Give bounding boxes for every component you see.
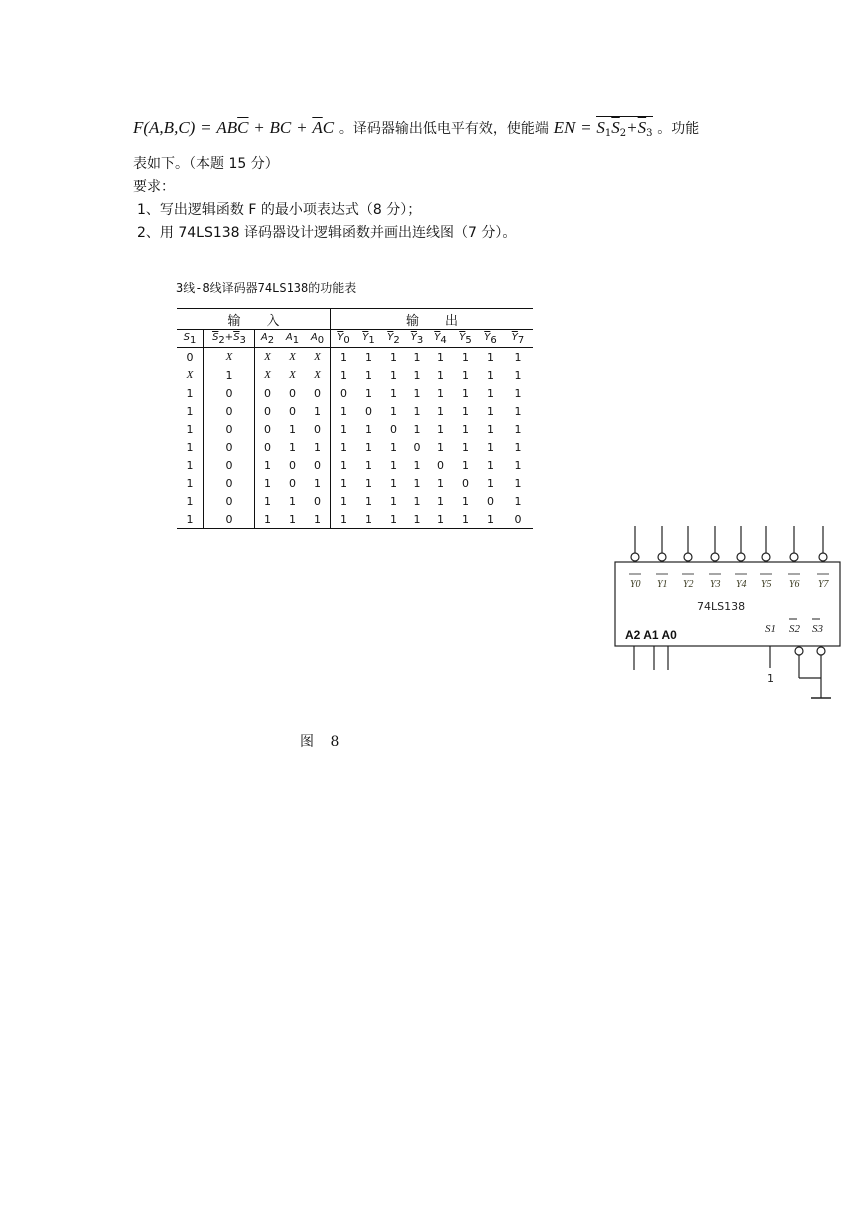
table-cell: 1 <box>413 494 421 508</box>
output-pin-bubble <box>737 553 745 561</box>
table-cell: 1 <box>462 386 469 400</box>
table-row <box>177 384 533 402</box>
table-cell: 1 <box>390 368 397 382</box>
table-row <box>177 438 533 456</box>
table-cell: 1 <box>177 456 204 474</box>
table-cell: 1 <box>462 422 469 436</box>
table-cell: 1 <box>204 366 255 384</box>
table-title: 3线-8线译码器74LS138的功能表 <box>176 281 357 295</box>
term-c-bar: $\overline{C}$ <box>237 118 249 137</box>
col-y0: $\overline{Y}0$ <box>331 330 357 348</box>
table-cell: 1 <box>177 384 204 402</box>
table-cell: 1 <box>177 510 204 529</box>
output-pin-label: Y1 <box>657 579 668 590</box>
table-cell: 1 <box>365 440 372 454</box>
table-cell: 1 <box>478 510 503 529</box>
table-cell: 1 <box>487 386 494 400</box>
table-cell: X <box>264 351 271 363</box>
output-pin-label: Y2 <box>683 579 694 590</box>
output-pin-label: Y4 <box>736 579 747 590</box>
table-cell: 0 <box>264 386 271 400</box>
table-cell: 0 <box>413 440 421 454</box>
table-cell: 0 <box>204 402 255 420</box>
output-pin-labels <box>629 574 830 590</box>
address-inputs-label: A2 A1 A0 <box>625 628 677 642</box>
table-cell: 0 <box>289 404 296 418</box>
table-cell: 1 <box>406 510 428 529</box>
col-y5: $\overline{Y}5$ <box>453 330 478 348</box>
output-pin-label: Y3 <box>710 579 721 590</box>
table-row <box>177 492 533 510</box>
table-cell: 1 <box>340 458 347 472</box>
output-pin-bubble <box>819 553 827 561</box>
equals-sign: = <box>200 118 212 137</box>
output-pin-bubble <box>658 553 666 561</box>
table-group-header <box>177 309 533 330</box>
table-cell: 1 <box>340 368 347 382</box>
table-cell: 1 <box>305 402 331 420</box>
table-cell: 1 <box>487 404 494 418</box>
table-cell: 0 <box>340 386 347 400</box>
s3-pin-label: S3 <box>812 623 823 635</box>
table-cell: 0 <box>204 420 255 438</box>
table-row <box>177 474 533 492</box>
table-cell: 1 <box>264 476 271 490</box>
table-cell: 0 <box>204 384 255 402</box>
col-y4: $\overline{Y}4$ <box>428 330 453 348</box>
s2-subscript: 2 <box>619 128 627 139</box>
table-row <box>177 348 533 367</box>
table-cell: 1 <box>487 368 494 382</box>
formula-text: 。译码器输出低电平有效，使能端 <box>338 121 549 137</box>
table-cell: 1 <box>413 350 421 364</box>
equals-sign: = <box>580 118 592 137</box>
table-cell: 1 <box>289 440 296 454</box>
output-header: 输 出 <box>331 309 534 330</box>
table-cell: 1 <box>514 350 522 364</box>
table-cell: 1 <box>487 476 494 490</box>
table-cell: 0 <box>264 404 271 418</box>
table-cell: X <box>177 366 204 384</box>
col-y6: $\overline{Y}6$ <box>478 330 503 348</box>
table-cell: X <box>305 366 331 384</box>
s3-subscript: 3 <box>646 128 653 139</box>
table-cell: X <box>204 348 255 367</box>
decoder-chip-diagram <box>605 522 845 704</box>
table-cell: 0 <box>289 386 296 400</box>
table-cell: 1 <box>264 458 271 472</box>
table-cell: 1 <box>340 350 347 364</box>
table-cell: X <box>305 348 331 367</box>
plus-sign: + <box>296 118 308 137</box>
table-cell: 1 <box>413 404 421 418</box>
table-cell: 1 <box>390 476 397 490</box>
table-cell: 1 <box>462 404 469 418</box>
table-cell: 1 <box>289 422 296 436</box>
col-a0: A0 <box>305 330 331 348</box>
table-cell: 1 <box>413 422 421 436</box>
s3-symbol: $\overline{S}$ <box>637 118 647 137</box>
table-cell: 1 <box>514 440 522 454</box>
plus-sign: + <box>253 118 265 137</box>
table-cell: 0 <box>177 348 204 367</box>
table-cell: 0 <box>305 492 331 510</box>
table-cell: 1 <box>437 386 444 400</box>
table-cell: 0 <box>437 458 444 472</box>
table-cell: 1 <box>437 440 444 454</box>
table-cell: 1 <box>365 476 372 490</box>
table-cell: 1 <box>365 422 372 436</box>
table-column-header <box>177 330 533 348</box>
table-cell: 1 <box>413 386 421 400</box>
requirement-item-2: 2、用 74LS138 译码器设计逻辑函数并画出连线图（7 分）。 <box>137 225 517 241</box>
table-cell: 1 <box>514 422 522 436</box>
table-cell: 1 <box>390 458 397 472</box>
table-cell: 1 <box>437 368 444 382</box>
table-cell: 1 <box>487 440 494 454</box>
table-cell: 1 <box>177 402 204 420</box>
table-cell: 1 <box>462 350 469 364</box>
output-pin-label: Y6 <box>789 579 800 590</box>
table-cell: 1 <box>514 494 522 508</box>
table-cell: 0 <box>305 456 331 474</box>
table-cell: 1 <box>462 368 469 382</box>
table-body <box>177 348 533 529</box>
table-cell: 1 <box>390 386 397 400</box>
table-cell: 1 <box>177 474 204 492</box>
table-cell: 1 <box>255 510 281 529</box>
table-cell: 1 <box>390 440 397 454</box>
table-cell: 1 <box>514 476 522 490</box>
output-pin-bubble <box>762 553 770 561</box>
col-y7: $\overline{Y}7$ <box>503 330 533 348</box>
table-cell: 1 <box>177 420 204 438</box>
function-lhs: F(A,B,C) <box>133 118 196 137</box>
s2-pin-label: S2 <box>789 623 800 635</box>
table-cell: 1 <box>365 350 372 364</box>
table-cell: 1 <box>331 510 357 529</box>
table-cell: 1 <box>462 458 469 472</box>
table-cell: 0 <box>365 404 372 418</box>
output-pin-bubble <box>711 553 719 561</box>
table-cell: 1 <box>264 494 271 508</box>
table-cell: 1 <box>437 422 444 436</box>
table-row <box>177 456 533 474</box>
table-cell: 1 <box>514 404 522 418</box>
table-cell: 0 <box>289 458 296 472</box>
table-cell: X <box>289 369 296 381</box>
figure-label: 图 8 <box>300 734 346 750</box>
table-cell: 1 <box>365 386 372 400</box>
col-a2: A2 <box>255 330 281 348</box>
table-cell: 1 <box>437 476 444 490</box>
chip-name: 74LS138 <box>697 600 746 613</box>
table-cell: 1 <box>487 458 494 472</box>
col-y3: $\overline{Y}3$ <box>406 330 428 348</box>
table-row <box>177 402 533 420</box>
table-cell: 0 <box>289 476 296 490</box>
table-cell: 0 <box>204 474 255 492</box>
table-cell: 1 <box>487 422 494 436</box>
table-cell: 1 <box>413 476 421 490</box>
s3-bubble <box>817 647 825 655</box>
table-cell: 1 <box>340 440 347 454</box>
table-cell: 1 <box>390 404 397 418</box>
col-y1: $\overline{Y}1$ <box>356 330 381 348</box>
table-cell: 1 <box>413 458 421 472</box>
table-cell: 1 <box>177 438 204 456</box>
score-note: 表如下。（本题 15 分） <box>133 156 279 172</box>
s1-symbol: S <box>596 118 605 137</box>
table-cell: 1 <box>289 494 296 508</box>
requirements-label: 要求： <box>133 179 175 195</box>
output-pin-bubble <box>790 553 798 561</box>
formula-text-end: 。功能 <box>657 121 700 137</box>
table-cell: 0 <box>264 422 271 436</box>
table-cell: 0 <box>305 420 331 438</box>
output-pin-bubble <box>684 553 692 561</box>
table-cell: 1 <box>514 458 522 472</box>
plus-sign: + <box>626 118 638 137</box>
s1-pin-label: S1 <box>765 623 776 635</box>
table-row <box>177 510 533 529</box>
output-pins <box>631 526 827 561</box>
table-cell: 0 <box>305 384 331 402</box>
requirement-item-1: 1、写出逻辑函数 F 的最小项表达式（8 分）； <box>137 202 422 218</box>
table-cell: 1 <box>487 350 494 364</box>
table-cell: 1 <box>340 404 347 418</box>
table-cell: 1 <box>365 368 372 382</box>
table-cell: 0 <box>204 456 255 474</box>
table-row <box>177 420 533 438</box>
col-a1: A1 <box>280 330 305 348</box>
output-pin-label: Y0 <box>630 579 641 590</box>
table-cell: 1 <box>280 510 305 529</box>
table-cell: 0 <box>204 492 255 510</box>
s1-subscript: 1 <box>604 128 612 139</box>
table-cell: 0 <box>264 440 271 454</box>
s2-symbol: $\overline{S}$ <box>611 118 620 137</box>
table-cell: 1 <box>437 494 444 508</box>
function-table <box>177 308 533 529</box>
table-cell: 0 <box>204 510 255 529</box>
table-cell: 1 <box>340 494 347 508</box>
table-cell: 0 <box>503 510 533 529</box>
col-s1: S1 <box>177 330 204 348</box>
table-cell: 0 <box>487 494 494 508</box>
table-cell: 1 <box>437 350 444 364</box>
enable-label: EN <box>553 118 576 137</box>
col-y2: $\overline{Y}2$ <box>381 330 406 348</box>
table-cell: 1 <box>428 510 453 529</box>
table-cell: 0 <box>390 422 397 436</box>
table-cell: 1 <box>462 494 469 508</box>
table-cell: X <box>289 351 296 363</box>
output-pin-label: Y7 <box>818 579 829 590</box>
problem-formula-line <box>133 116 699 139</box>
term-c: C <box>322 118 335 137</box>
table-cell: 1 <box>305 438 331 456</box>
table-cell: 1 <box>462 440 469 454</box>
enable-expression <box>596 116 652 139</box>
table-cell: 1 <box>305 474 331 492</box>
table-cell: 1 <box>514 386 522 400</box>
table-row <box>177 366 533 384</box>
table-cell: 0 <box>462 476 469 490</box>
table-cell: 1 <box>365 494 372 508</box>
output-pin-bubble <box>631 553 639 561</box>
table-cell: 0 <box>204 438 255 456</box>
table-cell: 1 <box>365 458 372 472</box>
table-cell: 1 <box>381 510 406 529</box>
table-cell: 1 <box>514 368 522 382</box>
s2-bubble <box>795 647 803 655</box>
table-cell: X <box>264 369 271 381</box>
term-a-bar: $\overline{A}$ <box>312 118 323 137</box>
table-cell: 1 <box>305 510 331 529</box>
term-ab: AB <box>216 118 238 137</box>
table-cell: 1 <box>390 494 397 508</box>
s1-value: 1 <box>767 672 774 685</box>
table-cell: 1 <box>453 510 478 529</box>
table-cell: 1 <box>390 350 397 364</box>
table-cell: 1 <box>356 510 381 529</box>
table-cell: 1 <box>340 476 347 490</box>
table-cell: 1 <box>437 404 444 418</box>
table-cell: 1 <box>413 368 421 382</box>
term-bc: BC <box>269 118 292 137</box>
table-cell: 1 <box>177 492 204 510</box>
output-pin-label: Y5 <box>761 579 772 590</box>
col-s2s3: $\overline{S}2+\overline{S}3$ <box>204 330 255 348</box>
table-cell: 1 <box>340 422 347 436</box>
input-header: 输 入 <box>177 309 331 330</box>
